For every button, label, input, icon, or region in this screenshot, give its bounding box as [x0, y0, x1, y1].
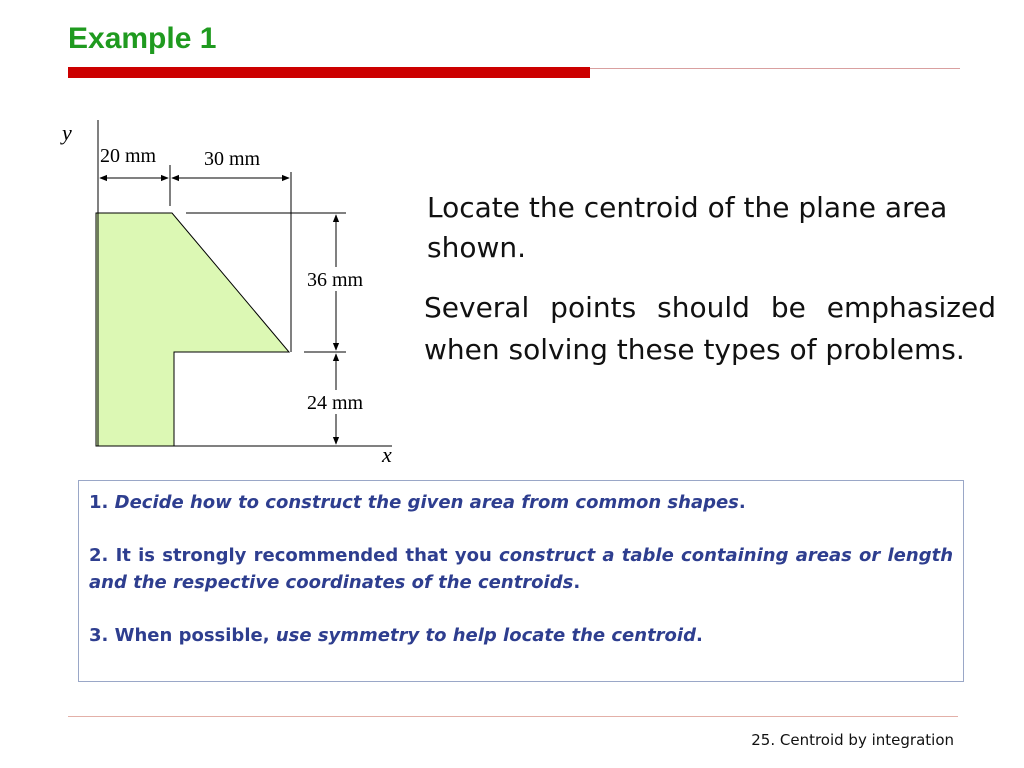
dim-label-30mm: 30 mm [204, 148, 261, 170]
points-paragraph: Several points should be emphasized when solving these types of problems. [424, 291, 996, 366]
tip-item: 3. When possible, use symmetry to help locate the centroid. [89, 625, 703, 646]
x-axis-label: x [382, 442, 392, 467]
title-underline-thin [590, 68, 960, 69]
slide-title: Example 1 [68, 22, 217, 55]
footer-divider [68, 716, 958, 717]
dim-label-20mm: 20 mm [100, 145, 157, 167]
tip-item: 1. Decide how to construct the given area from common shapes. [89, 492, 746, 513]
intro-text: Locate the centroid of the plane area shown. [427, 191, 948, 264]
dim-label-36mm: 36 mm [307, 269, 364, 291]
tips-box [78, 480, 964, 682]
y-axis-label: y [62, 120, 72, 145]
footer-text: 25. Centroid by integration [751, 731, 954, 749]
plane-area-shape [96, 213, 289, 446]
dim-label-24mm: 24 mm [307, 392, 364, 414]
area-figure [0, 0, 420, 470]
tip-item: 2. It is strongly recommended that you construct a table containing areas or length and the respective coordinates of the centroids. [89, 545, 954, 593]
